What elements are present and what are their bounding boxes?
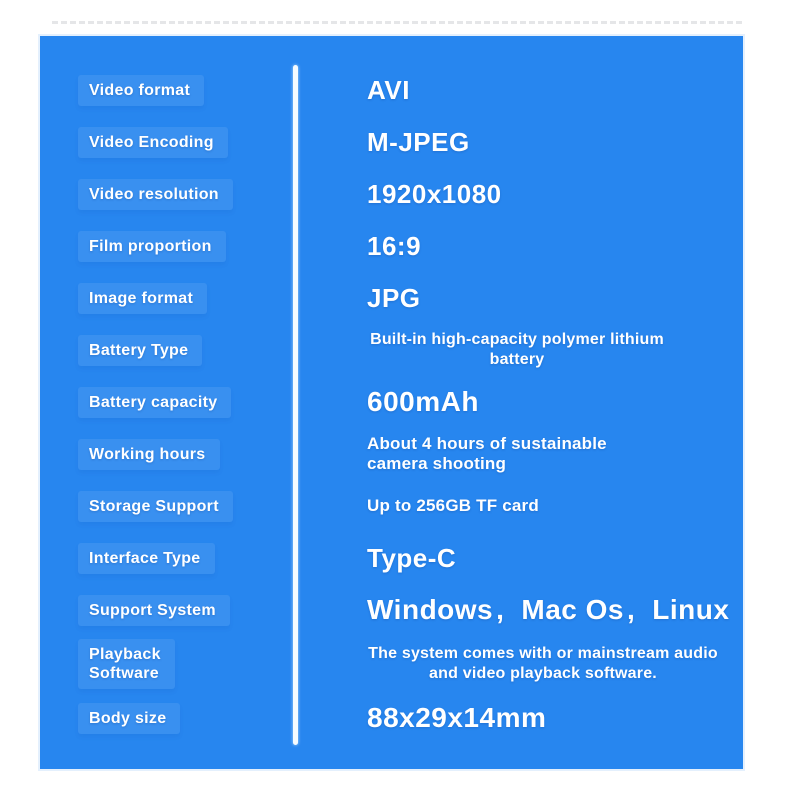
spec-value-line: battery (489, 351, 545, 368)
label-cell (40, 639, 293, 689)
value-cell (293, 496, 743, 516)
spec-value: 1920x1080 (367, 178, 502, 209)
label-cell (40, 75, 293, 106)
spec-value-line: and video playback software. (429, 665, 657, 682)
value-cell (293, 330, 743, 370)
value-cell (293, 386, 743, 418)
spec-row-film-proportion (40, 220, 743, 272)
label-cell (40, 231, 293, 262)
spec-value: AVI (367, 74, 410, 105)
value-cell (293, 594, 743, 626)
spec-value: Up to 256GB TF card (367, 496, 539, 515)
label-cell (40, 283, 293, 314)
value-cell (293, 283, 743, 314)
label-cell (40, 491, 293, 522)
label-cell (40, 703, 293, 734)
spec-value: 88x29x14mm (367, 702, 547, 733)
spec-row-video-resolution (40, 168, 743, 220)
spec-label: Image format (78, 283, 207, 314)
spec-row-playback-software (40, 636, 743, 692)
spec-row-image-format (40, 272, 743, 324)
os-name-macos: Mac Os (521, 594, 625, 625)
value-cell (293, 644, 743, 684)
label-cell (40, 387, 293, 418)
value-cell (293, 75, 743, 106)
spec-value (367, 330, 667, 370)
value-cell (293, 702, 743, 734)
spec-value: 16:9 (367, 230, 422, 261)
spec-value-line: camera shooting (367, 454, 507, 473)
spec-row-battery-type (40, 324, 743, 376)
spec-row-working-hours (40, 428, 743, 480)
spec-label-line: Playback (89, 646, 161, 663)
ideographic-comma: , (496, 594, 505, 625)
spec-value-line: About 4 hours of sustainable (367, 434, 607, 453)
spec-row-interface-type (40, 532, 743, 584)
spec-label: Battery Type (78, 335, 202, 366)
faint-dashed-line (52, 21, 742, 24)
spec-value-os-list (367, 594, 735, 626)
label-cell (40, 439, 293, 470)
spec-label: Video resolution (78, 179, 233, 210)
spec-row-video-encoding (40, 116, 743, 168)
value-cell (293, 179, 743, 210)
spec-panel (40, 36, 743, 769)
value-cell (293, 127, 743, 158)
spec-value: Type-C (367, 542, 457, 573)
spec-row-support-system (40, 584, 743, 636)
spec-row-body-size (40, 692, 743, 744)
value-cell (293, 434, 743, 474)
spec-value: JPG (367, 282, 421, 313)
spec-label-line: Software (89, 665, 159, 682)
spec-label: Battery capacity (78, 387, 231, 418)
label-cell (40, 127, 293, 158)
label-cell (40, 179, 293, 210)
spec-label (78, 639, 175, 689)
spec-row-video-format (40, 64, 743, 116)
ideographic-comma: , (627, 594, 636, 625)
spec-value-line: The system comes with or mainstream audio (368, 645, 718, 662)
spec-value: M-JPEG (367, 126, 470, 157)
spec-label: Video Encoding (78, 127, 228, 158)
label-cell (40, 595, 293, 626)
spec-label: Body size (78, 703, 180, 734)
value-cell (293, 231, 743, 262)
spec-value (367, 644, 719, 684)
os-name-linux: Linux (652, 594, 730, 625)
spec-value: 600mAh (367, 386, 479, 417)
spec-label: Working hours (78, 439, 220, 470)
spec-label: Film proportion (78, 231, 226, 262)
label-cell (40, 543, 293, 574)
label-cell (40, 335, 293, 366)
os-name-windows: Windows (367, 594, 494, 625)
spec-label: Support System (78, 595, 230, 626)
spec-value (367, 434, 735, 474)
spec-value-line: Built-in high-capacity polymer lithium (370, 331, 664, 348)
spec-row-storage-support (40, 480, 743, 532)
spec-label: Storage Support (78, 491, 233, 522)
spec-rows (40, 36, 743, 769)
spec-label: Interface Type (78, 543, 215, 574)
spec-label: Video format (78, 75, 204, 106)
spec-row-battery-capacity (40, 376, 743, 428)
value-cell (293, 543, 743, 574)
